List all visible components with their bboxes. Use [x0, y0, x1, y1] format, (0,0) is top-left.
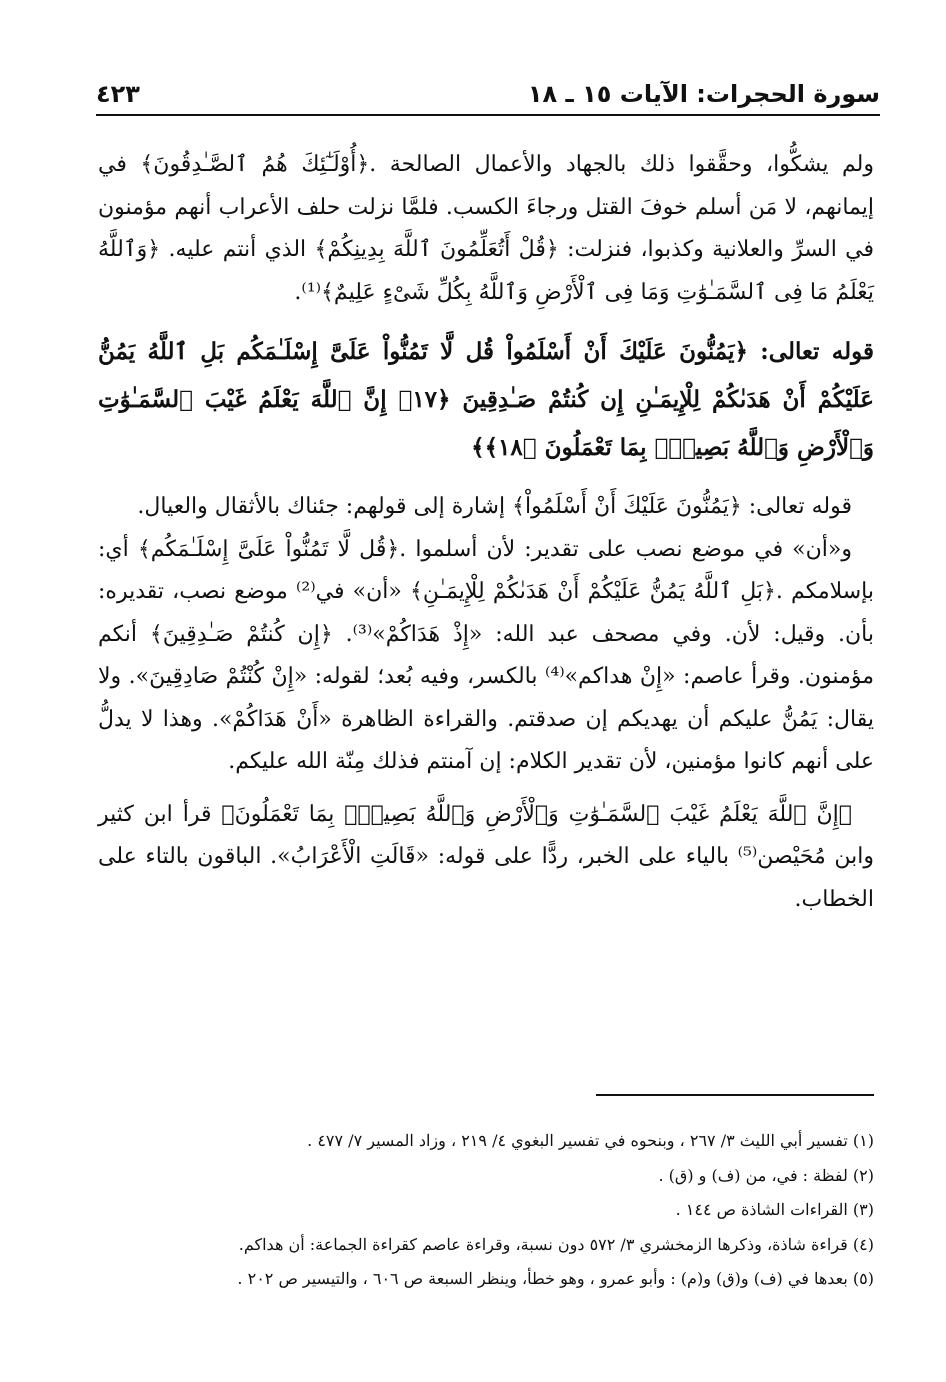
footnote: (٤) قراءة شاذة، وذكرها الزمخشري ٣/ ٥٧٢ دون نسبة، وقراءة عاصم كقراءة الجماعة: أن هداكم. — [238, 1234, 874, 1254]
footnote: (٥) بعدها في (ف) و(ق) و(م) : وأبو عمرو ، وهو خطأ، وينظر السبعة ص ٦٠٦ ، والتيسير ص ٢٠٢ . — [237, 1269, 874, 1288]
footnote: (٣) القراءات الشاذة ص ١٤٤ . — [675, 1200, 874, 1219]
main-text — [98, 144, 874, 921]
footnotes — [100, 1124, 874, 1297]
footnote: (١) تفسير أبي الليث ٣/ ٢٦٧ ، وبنحوه في تفسير البغوي ٤/ ٢١٩ ، وزاد المسير ٧/ ٤٧٧ . — [307, 1131, 874, 1150]
footnote-divider — [596, 1094, 874, 1096]
page-number: ٤٢٣ — [96, 80, 140, 108]
paragraph: ﴿إِنَّ ٱللَّهَ يَعْلَمُ غَيْبَ ٱلسَّمَـٰوَٰتِ وَٱلْأَرْضِ وَٱللَّهُ بَصِيرٌۢ بِمَا تَعْمَلُونَ﴾ قرأ ابن كثير وابن مُحَيْصن⁽⁵⁾ بالياء على الخبر، ردًّا على قوله: «قَالَتِ الْأَعْرَابُ». الباقون بالتاء على الخطاب. — [98, 801, 875, 912]
chapter-title: سورة الحجرات: الآيات ١٥ ـ ١٨ — [527, 80, 880, 108]
paragraph: قوله تعالى: ﴿يَمُنُّونَ عَلَيْكَ أَنْ أَسْلَمُواْ﴾ إشارة إلى قولهم: جئناك بالأثقال والعيال. — [137, 494, 852, 519]
paragraph: و«أن» في موضع نصب على تقدير: لأن أسلموا .﴿قُل لَّا تَمُنُّواْ عَلَىَّ إِسْلَـٰمَكُم﴾ أي: بإسلامكم .﴿بَلِ ٱللَّهُ يَمُنُّ عَلَيْكُمْ أَنْ هَدَىٰكُمْ لِلْإِيمَـٰنِ﴾ «أن» في⁽²⁾ موضع نصب، تقديره: بأن. وقيل: لأن. وفي مصحف عبد الله: «إِذْ هَدَاكُمْ»⁽³⁾. ﴿إِن كُنتُمْ صَـٰدِقِينَ﴾ أنكم مؤمنون. وقرأ عاصم: «إِنْ هداكم»⁽⁴⁾ بالكسر، وفيه بُعد؛ لقوله: «إِنْ كُنْتُمْ صَادِقِينَ». ولا يقال: يَمُنُّ عليكم أن يهديكم إن صدقتم. والقراءة الظاهرة «أَنْ هَدَاكُمْ». وهذا لا يدلُّ على أنهم كانوا مؤمنين، لأن تقدير الكلام: إن آمنتم فذلك مِنّة الله عليكم. — [98, 536, 875, 774]
verse-paragraph: قوله تعالى: ﴿يَمُنُّونَ عَلَيْكَ أَنْ أَسْلَمُواْ قُل لَّا تَمُنُّواْ عَلَىَّ إِسْلَـٰمَكُم بَلِ ٱللَّهُ يَمُنُّ عَلَيْكُمْ أَنْ هَدَىٰكُمْ لِلْإِيمَـٰنِ إِن كُنتُمْ صَـٰدِقِينَ ﴿١٧﴾ إِنَّ ٱللَّهَ يَعْلَمُ غَيْبَ ٱلسَّمَـٰوَٰتِ وَٱلْأَرْضِ وَٱللَّهُ بَصِيرٌۢ بِمَا تَعْمَلُونَ ﴿١٨﴾﴾ — [98, 338, 874, 461]
running-header — [96, 70, 880, 116]
paragraph: ولم يشكُّوا، وحقَّقوا ذلك بالجهاد والأعمال الصالحة .﴿أُوْلَـٰٓئِكَ هُمُ ٱلصَّـٰدِقُونَ﴾ في إيمانهم، لا مَن أسلم خوفَ القتل ورجاءَ الكسب. فلمَّا نزلت حلف الأعراب أنهم مؤمنون في السرِّ والعلانية وكذبوا، فنزلت: ﴿قُلْ أَتُعَلِّمُونَ ٱللَّهَ بِدِينِكُمْ﴾ الذي أنتم عليه. ﴿وَٱللَّهُ يَعْلَمُ مَا فِى ٱلسَّمَـٰوَٰتِ وَمَا فِى ٱلْأَرْضِ وَٱللَّهُ بِكُلِّ شَىْءٍ عَلِيمٌ﴾⁽¹⁾. — [98, 152, 874, 305]
footnote: (٢) لفظة : في، من (ف) و (ق) . — [658, 1165, 874, 1185]
